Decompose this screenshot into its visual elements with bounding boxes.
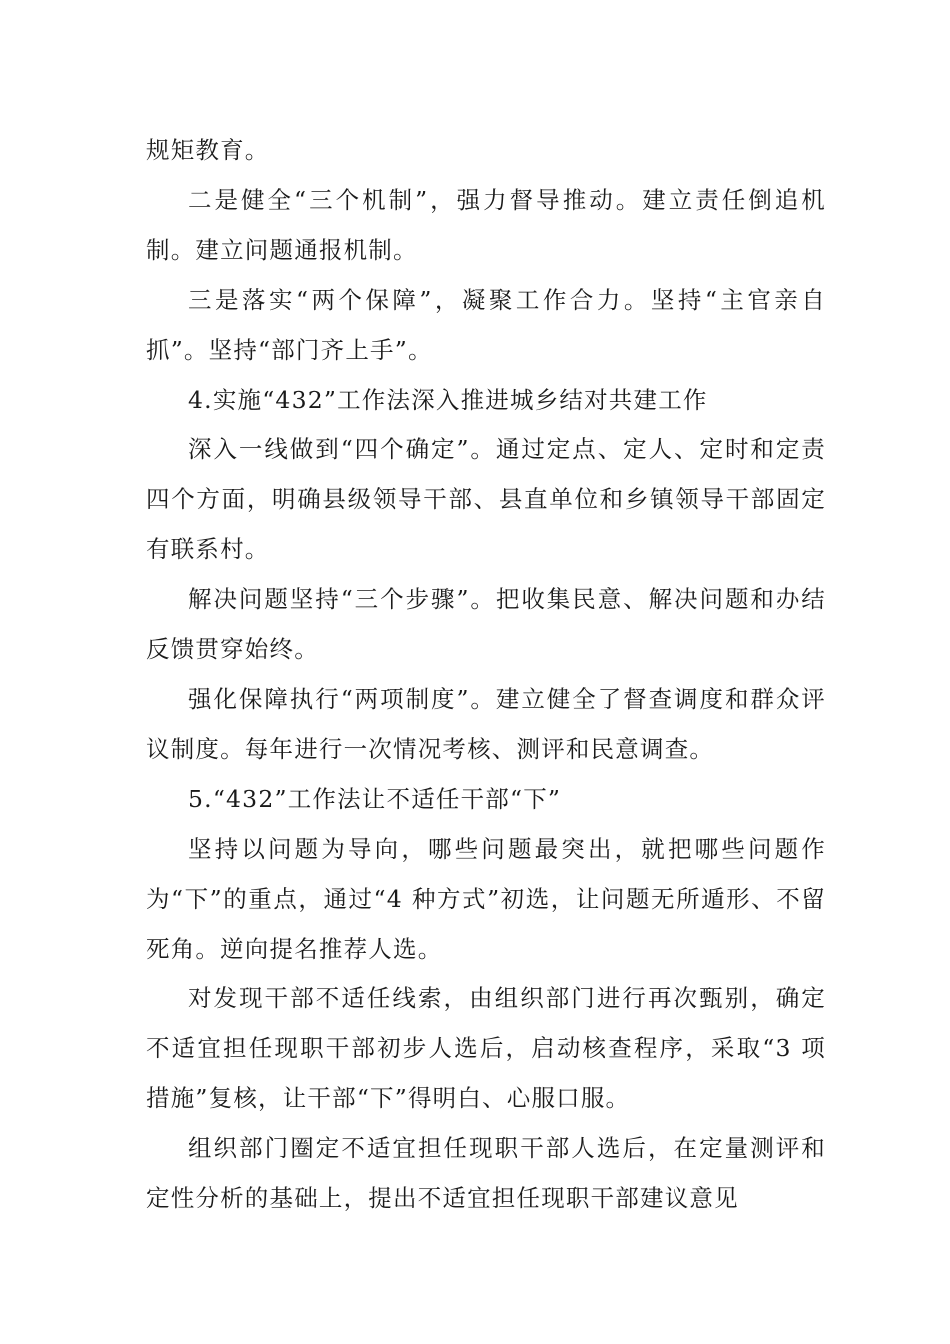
paragraph-verification: 对发现干部不适任线索，由组织部门进行再次甄别，确定不适宜担任现职干部初步人选后，启动核查程序，采取“3 项措施”复核，让干部“下”得明白、心服口服。 xyxy=(146,984,826,1113)
document-body xyxy=(146,126,826,1224)
paragraph-continuation: 规矩教育。 xyxy=(146,136,270,164)
paragraph-three-steps: 解决问题坚持“三个步骤”。把收集民意、解决问题和办结反馈贯穿始终。 xyxy=(146,585,826,664)
paragraph-problem-oriented: 坚持以问题为导向，哪些问题最突出，就把哪些问题作为“下”的重点，通过“4 种方式”初选，让问题无所遁形、不留死角。逆向提名推荐人选。 xyxy=(146,834,826,963)
paragraph-organization-department: 组织部门圈定不适宜担任现职干部人选后，在定量测评和定性分析的基础上，提出不适宜担任现职干部建议意见 xyxy=(146,1134,826,1213)
section-heading-4: 4.实施“432”工作法深入推进城乡结对共建工作 xyxy=(188,385,708,414)
paragraph-four-determinations: 深入一线做到“四个确定”。通过定点、定人、定时和定责四个方面，明确县级领导干部、县直单位和乡镇领导干部固定有联系村。 xyxy=(146,435,826,564)
section-heading-5: 5.“432”工作法让不适任干部“下” xyxy=(188,784,562,813)
paragraph-two-systems: 强化保障执行“两项制度”。建立健全了督查调度和群众评议制度。每年进行一次情况考核、测评和民意调查。 xyxy=(146,684,826,763)
paragraph-two-guarantees: 三是落实“两个保障”，凝聚工作合力。坚持“主官亲自抓”。坚持“部门齐上手”。 xyxy=(146,285,826,364)
paragraph-three-mechanisms: 二是健全“三个机制”，强力督导推动。建立责任倒追机制。建立问题通报机制。 xyxy=(146,185,826,264)
